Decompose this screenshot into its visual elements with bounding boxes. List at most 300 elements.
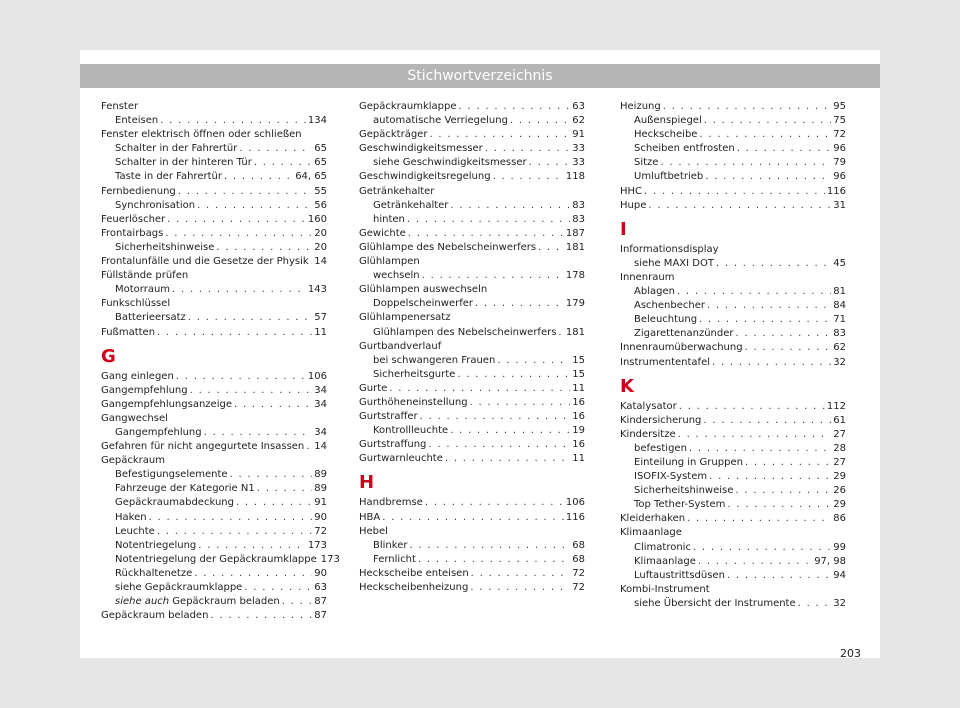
entry-term: Gangempfehlungsanzeige (101, 398, 232, 410)
entry-term: Sicherheitshinweise (634, 485, 734, 497)
page-reference: 83 (572, 199, 585, 211)
section-letter: H (359, 472, 375, 494)
page-reference: 86 (833, 513, 846, 525)
index-entry (620, 526, 846, 540)
index-entry (359, 227, 585, 241)
entry-term: Taste in der Fahrertür (115, 171, 222, 183)
dot-leader (165, 227, 312, 241)
entry-term: Glühlampe des Nebelscheinwerfers (359, 241, 537, 253)
dot-leader (230, 468, 313, 482)
page-reference: 89 (314, 483, 327, 495)
dot-leader (470, 581, 570, 595)
section-letter: I (620, 218, 627, 240)
page-reference: 19 (572, 425, 585, 437)
index-subentry (101, 114, 327, 128)
dot-leader (389, 382, 570, 396)
entry-term: Fahrzeuge der Kategorie N1 (115, 483, 255, 495)
page-reference: 11 (572, 382, 585, 394)
page-reference: 14 (314, 256, 327, 268)
entry-term: Kontrollleuchte (373, 425, 449, 437)
page-reference: 28 (833, 442, 846, 454)
dot-leader (197, 199, 312, 213)
page-number: 203 (840, 647, 861, 660)
index-subentry (620, 257, 846, 271)
index-subentry (101, 567, 327, 581)
index-subentry (101, 595, 327, 609)
entry-term: Gurtwarnleuchte (359, 453, 443, 465)
dot-leader (510, 114, 570, 128)
page-reference: 72 (572, 582, 585, 593)
page-reference: 34 (314, 426, 327, 438)
entry-term: Getränkehalter (359, 185, 435, 197)
page-reference: 87 (314, 610, 327, 622)
entry-term: wechseln (373, 270, 420, 282)
entry-term: Gurtstraffer (359, 411, 418, 423)
dot-leader (244, 581, 312, 595)
entry-term: Motorraum (115, 284, 171, 296)
entry-term: Gepäckraum (101, 455, 165, 467)
index-subentry (359, 156, 585, 170)
dot-leader (149, 511, 313, 525)
dot-leader (709, 470, 831, 484)
entry-term: Gepäckraum beladen (101, 610, 209, 622)
page-reference: 16 (572, 439, 585, 451)
dot-leader (210, 609, 312, 623)
dot-leader (703, 414, 831, 428)
dot-leader (712, 356, 831, 370)
index-entry (620, 271, 846, 285)
page-reference: 64, 65 (295, 171, 327, 183)
page-reference: 187 (565, 227, 585, 239)
dot-leader (705, 170, 831, 184)
entry-term: Schalter in der hinteren Tür (115, 157, 252, 169)
index-subentry (101, 553, 340, 567)
page-reference: 33 (572, 143, 585, 155)
page-reference: 65 (314, 157, 327, 169)
entry-term: Kindersitze (620, 428, 676, 440)
dot-leader (716, 257, 831, 271)
entry-term: Ablagen (634, 286, 675, 298)
page-reference: 178 (565, 270, 585, 282)
section-letter: G (101, 345, 116, 367)
page-reference: 116 (826, 185, 846, 197)
entry-term: Synchronisation (115, 199, 196, 211)
dot-leader (459, 100, 571, 114)
dot-leader (257, 482, 313, 496)
index-entry (101, 412, 327, 426)
entry-term: hinten (373, 213, 405, 225)
entry-term: Handbremse (359, 497, 423, 509)
entry-term: HBA (359, 511, 381, 523)
index-entry (359, 170, 585, 184)
index-subentry (620, 484, 846, 498)
dot-leader (194, 567, 312, 581)
index-entry (101, 454, 327, 468)
page-reference: 71 (833, 314, 846, 326)
dot-leader (422, 269, 564, 283)
page-reference: 106 (307, 370, 327, 382)
entry-term: Heckscheibe enteisen (359, 567, 469, 579)
index-subentry (359, 424, 585, 438)
page-reference: 27 (833, 428, 846, 440)
entry-term: Informationsdisplay (620, 243, 719, 255)
dot-leader (178, 185, 312, 199)
entry-term: Gewichte (359, 227, 406, 239)
entry-term: Haken (115, 511, 147, 523)
page-reference: 55 (314, 185, 327, 197)
entry-term: Umluftbetrieb (634, 171, 704, 183)
entry-term: Batterieersatz (115, 312, 186, 324)
index-entry (359, 410, 585, 424)
dot-leader (475, 297, 564, 311)
entry-term: Hebel (359, 525, 388, 537)
page-reference: 62 (833, 342, 846, 354)
dot-leader (687, 512, 831, 526)
entry-term: Heckscheibenheizung (359, 582, 469, 593)
page-reference: 16 (572, 396, 585, 408)
page-reference: 32 (833, 356, 846, 368)
dot-leader (425, 496, 564, 510)
index-subentry (620, 569, 846, 583)
entry-term: Fernlicht (373, 553, 416, 565)
entry-term: Innenraumüberwachung (620, 342, 743, 354)
page-reference: 11 (572, 453, 585, 465)
dot-leader (699, 128, 831, 142)
index-entry (101, 440, 327, 454)
index-entry (359, 525, 585, 539)
index-subentry (620, 142, 846, 156)
index-subentry (359, 269, 585, 283)
page-reference: 56 (314, 199, 327, 211)
page-reference: 16 (572, 411, 585, 423)
dot-leader (470, 396, 571, 410)
index-entry (359, 396, 585, 410)
dot-leader (745, 341, 832, 355)
index-subentry (101, 511, 327, 525)
index-entry (101, 213, 327, 227)
dot-leader (689, 442, 831, 456)
dot-leader (157, 525, 312, 539)
page-reference: 72 (572, 567, 585, 579)
page-reference: 27 (833, 456, 846, 468)
index-entry (359, 142, 585, 156)
dot-leader (190, 384, 313, 398)
entry-term: befestigen (634, 442, 687, 454)
dot-leader (224, 170, 293, 184)
dot-leader (471, 567, 571, 581)
entry-term: Gepäckträger (359, 129, 428, 141)
page-reference: 179 (565, 298, 585, 310)
page-reference: 116 (565, 511, 585, 523)
entry-term: Sicherheitsgurte (373, 368, 456, 380)
index-entry (359, 452, 585, 466)
index-entry (101, 269, 327, 283)
entry-term: siehe Übersicht der Instrumente (634, 597, 796, 609)
index-entry (620, 356, 846, 370)
index-subentry (101, 142, 327, 156)
dot-leader (216, 241, 312, 255)
entry-term: Gurtstraffung (359, 439, 427, 451)
index-entry (359, 511, 585, 525)
entry-term: siehe Gepäckraumklappe (115, 582, 243, 593)
index-entry (359, 255, 585, 269)
index-subentry (359, 213, 585, 227)
entry-term: Luftaustrittsdüsen (634, 569, 725, 581)
page-reference: 45 (833, 257, 846, 269)
index-entry (620, 428, 846, 442)
index-subentry (101, 199, 327, 213)
entry-term: Fenster (101, 101, 139, 112)
dot-leader (198, 539, 306, 553)
dot-leader (699, 313, 831, 327)
dot-leader (450, 424, 570, 438)
dot-leader (311, 255, 313, 269)
entry-term: Zigarettenanzünder (634, 328, 734, 340)
dot-leader (457, 368, 570, 382)
dot-leader (727, 498, 831, 512)
index-subentry (101, 496, 327, 510)
entry-term: Scheiben entfrosten (634, 143, 735, 155)
page-reference: 11 (314, 326, 327, 338)
index-subentry (620, 541, 846, 555)
index-entry (359, 567, 585, 581)
dot-leader (172, 283, 306, 297)
page-reference: 29 (833, 499, 846, 511)
entry-term: Beleuchtung (634, 314, 698, 326)
dot-leader (407, 213, 570, 227)
page-reference: 81 (833, 286, 846, 298)
entry-term: Frontairbags (101, 227, 164, 239)
page-reference: 91 (314, 497, 327, 509)
index-entry (101, 227, 327, 241)
dot-leader (167, 213, 306, 227)
dot-leader (450, 199, 570, 213)
dot-leader (428, 438, 570, 452)
index-entry (101, 609, 327, 623)
dot-leader (529, 156, 571, 170)
entry-term: Blinker (373, 539, 408, 551)
index-entry (359, 185, 585, 199)
page-reference: 83 (572, 213, 585, 225)
entry-term: Einteilung in Gruppen (634, 456, 743, 468)
page-reference: 97, 98 (814, 555, 846, 567)
page-reference: 63 (572, 101, 585, 112)
index-entry (359, 438, 585, 452)
entry-term: Kindersicherung (620, 414, 702, 426)
index-entry (101, 128, 327, 142)
index-entry (620, 512, 846, 526)
page-reference: 75 (833, 115, 846, 127)
entry-term: Glühlampen des Nebelscheinwerfers (373, 326, 557, 338)
dot-leader (239, 142, 312, 156)
entry-term: Gefahren für nicht angegurtete Insassen (101, 441, 305, 453)
dot-leader (648, 199, 831, 213)
index-entry (620, 185, 846, 199)
index-entry (359, 100, 585, 114)
page-reference: 89 (314, 469, 327, 481)
index-subentry (620, 299, 846, 313)
index-subentry (101, 170, 327, 184)
dot-leader (737, 142, 832, 156)
dot-leader (707, 299, 831, 313)
entry-term: Innenraum (620, 271, 675, 283)
index-entry (359, 311, 585, 325)
entry-term: Glühlampenersatz (359, 312, 451, 324)
dot-leader (429, 128, 570, 142)
dot-leader (558, 326, 563, 340)
page-reference: 57 (314, 312, 327, 324)
entry-term: HHC (620, 185, 643, 197)
index-entry (101, 370, 327, 384)
entry-term: Sitze (634, 157, 659, 169)
entry-term: bei schwangeren Frauen (373, 354, 496, 366)
entry-term: Sicherheitshinweise (115, 241, 215, 253)
entry-term: Klimaanlage (634, 555, 696, 567)
page-reference: 63 (314, 582, 327, 593)
entry-term: Instrumententafel (620, 356, 711, 368)
index-subentry (101, 581, 327, 595)
index-entry (620, 199, 846, 213)
dot-leader (693, 541, 831, 555)
entry-term: Feuerlöscher (101, 213, 166, 225)
dot-leader (157, 326, 312, 340)
index-entry (101, 384, 327, 398)
page-reference: 95 (833, 101, 846, 112)
page-reference: 31 (833, 199, 846, 211)
index-entry (359, 496, 585, 510)
entry-term: Heckscheibe (634, 129, 698, 141)
entry-term: Kleiderhaken (620, 513, 686, 525)
entry-term: Fenster elektrisch öffnen oder schließen (101, 129, 302, 141)
dot-leader (188, 311, 312, 325)
index-subentry (620, 498, 846, 512)
dot-leader (160, 114, 306, 128)
page-reference: 112 (826, 400, 846, 412)
dot-leader (679, 400, 825, 414)
page-reference: 72 (833, 129, 846, 141)
entry-term: Getränkehalter (373, 199, 449, 211)
entry-term: Aschenbecher (634, 300, 705, 312)
entry-term: Außenspiegel (634, 115, 702, 127)
dot-leader (485, 142, 570, 156)
index-subentry (101, 311, 327, 325)
entry-term: Füllstände prüfen (101, 270, 189, 282)
page-reference: 91 (572, 129, 585, 141)
page-reference: 61 (833, 414, 846, 426)
entry-term: Gangempfehlung (115, 426, 202, 438)
dot-leader (735, 327, 831, 341)
index-column-1 (101, 100, 340, 623)
entry-term: Notentriegelung (115, 539, 197, 551)
page-reference: 96 (833, 143, 846, 155)
dot-leader (798, 597, 832, 611)
index-entry (359, 382, 585, 396)
dot-leader (677, 285, 831, 299)
dot-leader (234, 398, 312, 412)
page-reference: 181 (565, 241, 585, 253)
dot-leader (660, 156, 831, 170)
entry-term: ISOFIX-System (634, 471, 708, 483)
page-reference: 94 (833, 569, 846, 581)
index-subentry (620, 285, 846, 299)
index-subentry (101, 426, 327, 440)
entry-term: automatische Verriegelung (373, 115, 508, 127)
page-reference: 99 (833, 541, 846, 553)
index-subentry (620, 555, 846, 569)
entry-term: Gang einlegen (101, 370, 174, 382)
index-entry (359, 241, 585, 255)
page-reference: 20 (314, 241, 327, 253)
index-entry (101, 297, 327, 311)
dot-leader (663, 100, 832, 114)
index-subentry (620, 470, 846, 484)
section-letter: K (620, 375, 634, 397)
entry-term: Katalysator (620, 400, 677, 412)
index-subentry (620, 128, 846, 142)
index-subentry (101, 482, 327, 496)
page-reference: 90 (314, 567, 327, 579)
page-reference: 87 (314, 596, 327, 608)
index-subentry (359, 368, 585, 382)
index-entry (101, 255, 327, 269)
page-reference: 72 (314, 525, 327, 537)
entry-term: Gepäckraumabdeckung (115, 497, 234, 509)
index-subentry (359, 539, 585, 553)
dot-leader (745, 456, 831, 470)
dot-leader (408, 227, 564, 241)
dot-leader (698, 555, 812, 569)
entry-term: Hupe (620, 199, 647, 211)
index-subentry (359, 114, 585, 128)
dot-leader (418, 553, 570, 567)
dot-leader (704, 114, 832, 128)
page-reference: 181 (565, 326, 585, 338)
index-subentry (101, 468, 327, 482)
entry-term: Heizung (620, 101, 661, 112)
index-subentry (620, 313, 846, 327)
dot-leader (382, 511, 564, 525)
index-entry (620, 243, 846, 257)
entry-term: Gangempfehlung (101, 384, 188, 396)
index-subentry (101, 156, 327, 170)
entry-term: Gurtbandverlauf (359, 340, 442, 352)
index-subentry (101, 539, 327, 553)
index-subentry (620, 156, 846, 170)
index-entry (101, 398, 327, 412)
entry-term: Gepäckraumklappe (359, 101, 457, 112)
entry-term: Schalter in der Fahrertür (115, 143, 238, 155)
index-subentry (359, 297, 585, 311)
index-entry (359, 340, 585, 354)
index-entry (620, 100, 846, 114)
entry-term: Glühlampen (359, 256, 420, 268)
page-reference: 26 (833, 485, 846, 497)
index-subentry (359, 354, 585, 368)
page-reference: 29 (833, 471, 846, 483)
index-entry (101, 185, 327, 199)
page-reference: 143 (307, 284, 327, 296)
entry-term: siehe Geschwindigkeitsmesser (373, 157, 527, 169)
page-title: Stichwortverzeichnis (80, 64, 880, 88)
index-column-3 (620, 100, 846, 611)
page-reference: 134 (307, 115, 327, 127)
entry-term: Frontalunfälle und die Gesetze der Physik (101, 256, 309, 268)
index-subentry (101, 525, 327, 539)
dot-leader (176, 370, 306, 384)
dot-leader (236, 496, 312, 510)
entry-term (115, 595, 280, 609)
index-entry (359, 283, 585, 297)
